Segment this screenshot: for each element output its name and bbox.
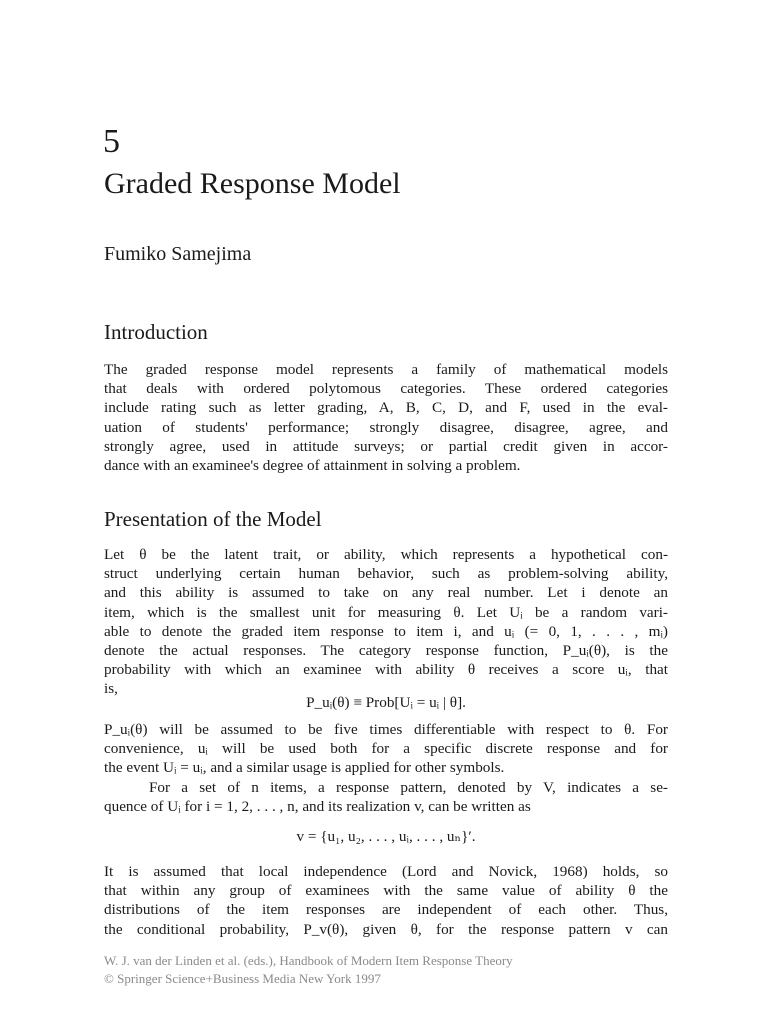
- citation-line: W. J. van der Linden et al. (eds.), Handbook of Modern Item Response Theory: [104, 953, 513, 968]
- text-line: distributions of the item responses are independent of each other. Thus,: [104, 901, 668, 919]
- text-line: the event Uᵢ = uᵢ, and a similar usage is applied for other symbols.: [104, 759, 505, 777]
- text-line: For a set of n items, a response pattern, denoted by V, indicates a se-: [104, 778, 668, 796]
- chapter-title: Graded Response Model: [104, 167, 401, 200]
- copyright-line: © Springer Science+Business Media New York 1997: [104, 971, 381, 986]
- text-line: dance with an examinee's degree of attainment in solving a problem.: [104, 457, 521, 475]
- text-line: able to denote the graded item response to item i, and uᵢ (= 0, 1, . . . , mᵢ): [104, 622, 668, 640]
- text-line: that within any group of examinees with the same value of ability θ the: [104, 882, 668, 900]
- chapter-number: 5: [103, 123, 120, 160]
- text-line: probability with which an examinee with ability θ receives a score uᵢ, that: [104, 661, 668, 679]
- text-line: quence of Uᵢ for i = 1, 2, . . . , n, and its realization v, can be written as: [104, 797, 531, 815]
- text-line: the conditional probability, P_v(θ), given θ, for the response pattern v can: [104, 920, 668, 938]
- model-paragraph: [104, 545, 668, 699]
- text-line: P_uᵢ(θ) will be assumed to be five times differentiable with respect to θ. For: [104, 721, 668, 738]
- text-line: and this ability is assumed to take on any real number. Let i denote an: [104, 584, 668, 602]
- citation-footer: [104, 952, 513, 988]
- text-line: is,: [104, 680, 118, 698]
- text-line: strongly agree, used in attitude surveys; or partial credit given in accor-: [104, 437, 668, 455]
- differentiability-paragraph: [104, 720, 668, 816]
- model-heading: Presentation of the Model: [104, 507, 322, 531]
- text-line: Let θ be the latent trait, or ability, which represents a hypothetical con-: [104, 546, 668, 563]
- text-line: item, which is the smallest unit for measuring θ. Let Uᵢ be a random vari-: [104, 603, 668, 621]
- text-line: struct underlying certain human behavior, such as problem-solving ability,: [104, 565, 668, 583]
- text-line: that deals with ordered polytomous categories. These ordered categories: [104, 380, 668, 398]
- text-line: It is assumed that local independence (Lord and Novick, 1968) holds, so: [104, 863, 668, 880]
- equation-response-pattern: v = {u₁, u₂, . . . , uᵢ, . . . , uₙ}′.: [296, 828, 476, 845]
- author-name: Fumiko Samejima: [104, 243, 252, 265]
- text-line: The graded response model represents a family of mathematical models: [104, 361, 668, 378]
- text-line: denote the actual responses. The category response function, P_uᵢ(θ), is the: [104, 642, 668, 660]
- text-line: uation of students' performance; strongly disagree, disagree, agree, and: [104, 418, 668, 436]
- introduction-heading: Introduction: [104, 320, 208, 344]
- equation-category-response: P_uᵢ(θ) ≡ Prob[Uᵢ = uᵢ | θ].: [306, 694, 466, 711]
- local-independence-paragraph: [104, 862, 668, 939]
- text-line: convenience, uᵢ will be used both for a specific discrete response and for: [104, 740, 668, 758]
- introduction-paragraph: [104, 360, 668, 475]
- text-line: include rating such as letter grading, A, B, C, D, and F, used in the eval-: [104, 399, 668, 417]
